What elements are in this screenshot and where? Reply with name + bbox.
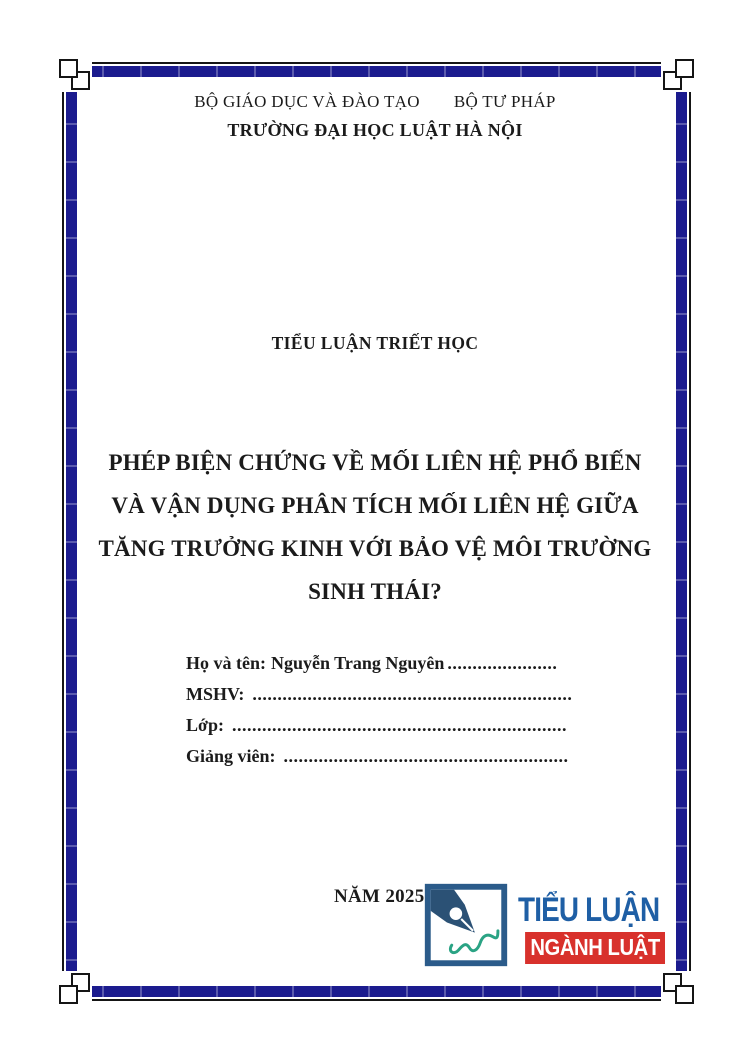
field-row-name xyxy=(186,648,586,679)
field-label: MSHV: xyxy=(186,684,245,704)
title-line-2: VÀ VẬN DỤNG PHÂN TÍCH MỐI LIÊN HỆ GIỮA xyxy=(111,493,639,518)
university-name: TRƯỜNG ĐẠI HỌC LUẬT HÀ NỘI xyxy=(227,120,523,140)
year-label: NĂM 2025 xyxy=(334,886,425,907)
dotted-line: ................................................................ xyxy=(252,684,573,704)
field-row-mshv xyxy=(186,679,586,710)
ministry-education: BỘ GIÁO DỤC VÀ ĐÀO TẠO xyxy=(194,92,420,111)
essay-title xyxy=(75,441,675,613)
dotted-line: ...................... xyxy=(447,653,558,673)
ministry-justice: BỘ TƯ PHÁP xyxy=(453,92,556,111)
dotted-line: ......................................................... xyxy=(283,746,569,766)
document-type: TIỂU LUẬN TRIẾT HỌC xyxy=(271,333,479,353)
field-label: Lớp: xyxy=(186,715,224,735)
field-label: Giảng viên: xyxy=(186,746,276,766)
ministries-line xyxy=(0,92,750,112)
field-label: Họ và tên: xyxy=(186,653,266,673)
field-value: Nguyễn Trang Nguyên xyxy=(271,653,445,673)
fountain-pen-icon xyxy=(424,883,508,967)
title-line-3: TĂNG TRƯỞNG KINH VỚI BẢO VỆ MÔI TRƯỜNG xyxy=(98,536,652,561)
field-row-class xyxy=(186,710,586,741)
student-info-block xyxy=(186,648,586,772)
dotted-line: ................................................................... xyxy=(231,715,567,735)
field-row-lecturer xyxy=(186,741,586,772)
title-line-4: SINH THÁI? xyxy=(308,579,442,604)
title-line-1: PHÉP BIỆN CHỨNG VỀ MỐI LIÊN HỆ PHỔ BIẾN xyxy=(108,450,642,475)
logo-subtitle-badge: NGÀNH LUẬT xyxy=(525,932,665,964)
logo-title: TIỂU LUẬN xyxy=(518,891,660,929)
